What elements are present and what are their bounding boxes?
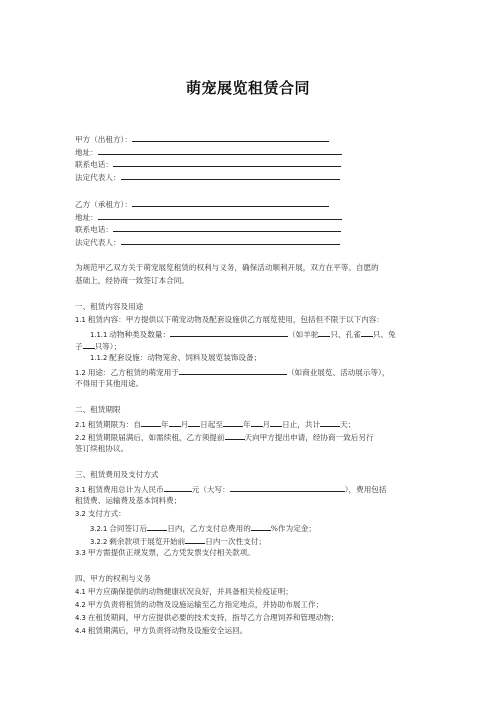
clause-2-1 <box>75 418 355 430</box>
renewal-label: 租赁期限届满后，如需续租，乙方须提前 <box>87 433 225 442</box>
clause-3-3-number: 3.3 <box>75 549 86 557</box>
deposit-days-blank[interactable] <box>147 522 167 531</box>
deposit-label: 合同签订后 <box>109 524 148 533</box>
clause-4-3-text: 在租赁期间，甲方应提供必要的技术支持，指导乙方合理饲养和管理动物； <box>87 613 339 622</box>
clause-4-2-number: 4.2 <box>75 601 86 609</box>
clause-1-2 <box>75 366 389 378</box>
end-year-blank[interactable] <box>223 418 243 427</box>
party-a-address-line <box>75 146 342 158</box>
start-day-blank[interactable] <box>188 418 200 427</box>
total-days-unit: 天； <box>340 420 356 429</box>
renewal-text: 天向甲方提出申请，经协商一致后另行 <box>244 433 374 442</box>
clause-3-2-2 <box>90 535 266 547</box>
party-b-address-blank[interactable] <box>98 211 342 220</box>
deposit-percent-label: 日内，乙方支付总费用的 <box>167 524 251 533</box>
clause-3-2-text: 支付方式： <box>87 509 126 518</box>
section-2-heading: 二、租赁期限 <box>75 405 121 414</box>
balance-days-blank[interactable] <box>185 535 205 544</box>
clause-4-3-number: 4.3 <box>75 614 86 622</box>
party-b-label: 乙方（承租方）： <box>75 200 132 209</box>
peacock-label: 只、孔雀 <box>330 330 361 339</box>
contract-title: 萌宠展览租赁合同 <box>185 79 310 97</box>
deposit-percent-blank[interactable] <box>251 522 271 531</box>
fee-includes-label: ），费用包括 <box>344 485 387 494</box>
alpaca-count-blank[interactable] <box>318 328 330 337</box>
section-1-heading: 一、租赁内容及用途 <box>75 302 144 311</box>
rabbit-count-blank[interactable] <box>83 340 95 349</box>
party-b-address-line <box>75 211 342 223</box>
rabbit-label-cont: 子 <box>75 342 83 351</box>
intro-line-2: 基础上，经协商一致签订本合同。 <box>75 276 189 285</box>
party-a-label: 甲方（出租方）： <box>75 135 132 144</box>
clause-4-1-number: 4.1 <box>75 588 86 596</box>
clause-1-1-number: 1.1 <box>75 316 86 324</box>
fee-uppercase-label: 元（大写： <box>191 485 230 494</box>
fee-amount-blank[interactable] <box>164 483 192 492</box>
end-month-blank[interactable] <box>251 418 263 427</box>
rabbit-label: 只、兔 <box>372 330 396 339</box>
clause-4-4-number: 4.4 <box>75 627 86 635</box>
clause-3-2-1-number: 3.2.1 <box>90 525 108 533</box>
total-days-label: 日止，共计 <box>282 420 321 429</box>
deposit-percent-unit: %作为定金； <box>270 524 316 533</box>
party-b-phone-line <box>75 223 341 235</box>
clause-3-3 <box>75 548 255 558</box>
party-b-phone-label: 联系电话： <box>75 225 113 234</box>
clause-2-1-number: 2.1 <box>75 421 86 429</box>
clause-3-3-text: 甲方需提供正规发票，乙方凭发票支付相关款项。 <box>87 548 255 557</box>
intro-line-1: 为规范甲乙双方关于萌宠展览租赁的权利与义务，确保活动顺利开展，双方在平等、自愿的 <box>75 263 379 272</box>
start-month-unit: 月 <box>180 420 189 429</box>
end-month-unit: 月 <box>262 420 271 429</box>
party-a-address-label: 地址： <box>75 148 98 157</box>
usage-label: 用途：乙方租赁的萌宠用于 <box>87 368 179 377</box>
clause-1-1-2-number: 1.1.2 <box>90 354 108 362</box>
clause-3-1 <box>75 483 386 495</box>
clause-4-4 <box>75 626 247 636</box>
end-year-unit: 年 <box>242 420 251 429</box>
clause-2-2 <box>75 431 374 443</box>
term-from-label: 租赁期限为：自 <box>87 420 141 429</box>
clause-2-2-cont: 签订续租协议。 <box>75 444 129 453</box>
party-a-rep-blank[interactable] <box>121 171 340 180</box>
party-b-rep-blank[interactable] <box>121 236 340 245</box>
clause-1-1-2-text: 配套设施：动物笼舍、饲料及展览装饰设备； <box>109 353 262 362</box>
clause-1-1-1-number: 1.1.1 <box>90 331 108 339</box>
clause-4-1-text: 甲方应确保提供的动物健康状况良好，并具备相关检疫证明； <box>87 587 293 596</box>
clause-4-4-text: 租赁期满后，甲方负责将动物及设施安全运回。 <box>87 626 248 635</box>
renewal-days-blank[interactable] <box>225 431 245 440</box>
clause-3-2 <box>75 509 126 519</box>
clause-3-2-number: 3.2 <box>75 510 86 518</box>
party-a-blank[interactable] <box>132 133 329 142</box>
start-year-blank[interactable] <box>141 418 161 427</box>
clause-2-2-number: 2.2 <box>75 434 86 442</box>
clause-4-2-text: 甲方负责将租赁的动物及设施运输至乙方指定地点，并协助布展工作； <box>87 600 324 609</box>
alpaca-label: （如羊驼 <box>288 330 319 339</box>
end-day-blank[interactable] <box>270 418 282 427</box>
total-days-blank[interactable] <box>320 418 340 427</box>
section-4-heading: 四、甲方的权利与义务 <box>75 574 151 583</box>
balance-text: 日内一次性支付； <box>205 537 266 546</box>
party-a-rep-line <box>75 171 340 183</box>
party-a-phone-line <box>75 158 341 170</box>
clause-1-2-cont: 不得用于其他用途。 <box>75 379 144 388</box>
clause-1-1-2 <box>90 353 261 363</box>
clause-3-2-1 <box>90 522 316 534</box>
party-a-line <box>75 133 329 145</box>
clause-1-2-number: 1.2 <box>75 369 86 377</box>
animal-list-end: 只等）； <box>94 342 122 351</box>
party-b-rep-line <box>75 236 340 248</box>
clause-1-1-1 <box>90 328 396 340</box>
start-year-unit: 年 <box>160 420 169 429</box>
clause-4-1 <box>75 587 293 597</box>
clause-3-1-cont: 租赁费、运输费及基本饲料费； <box>75 496 182 505</box>
clause-4-3 <box>75 613 338 623</box>
party-b-phone-blank[interactable] <box>113 223 341 232</box>
party-b-address-label: 地址： <box>75 213 98 222</box>
party-b-blank[interactable] <box>132 198 329 207</box>
party-b-line <box>75 198 329 210</box>
clause-1-1-text: 租赁内容：甲方提供以下萌宠动物及配套设施供乙方展览使用，包括但不限于以下内容： <box>87 315 384 324</box>
animal-type-label: 动物种类及数量： <box>109 330 171 339</box>
term-to-label: 日起至 <box>200 420 223 429</box>
party-a-phone-blank[interactable] <box>113 158 341 167</box>
clause-3-1-number: 3.1 <box>75 486 86 494</box>
section-3-heading: 三、租赁费用及支付方式 <box>75 470 159 479</box>
party-a-address-blank[interactable] <box>98 146 342 155</box>
start-month-blank[interactable] <box>169 418 181 427</box>
party-a-phone-label: 联系电话： <box>75 160 113 169</box>
clause-1-1 <box>75 315 384 325</box>
animal-type-blank[interactable] <box>170 328 288 337</box>
usage-blank[interactable] <box>179 366 287 375</box>
clause-3-2-2-number: 3.2.2 <box>90 538 108 546</box>
party-a-rep-label: 法定代表人： <box>75 173 121 182</box>
peacock-count-blank[interactable] <box>361 328 373 337</box>
usage-example: （如商业展览、活动展示等）， <box>286 368 390 377</box>
fee-label: 租赁费用总计为人民币 <box>87 485 164 494</box>
party-b-rep-label: 法定代表人： <box>75 238 121 247</box>
clause-1-1-1-cont <box>75 340 121 352</box>
balance-label: 剩余款项于展览开始前 <box>109 537 186 546</box>
fee-uppercase-blank[interactable] <box>230 483 345 492</box>
clause-4-2 <box>75 600 323 610</box>
